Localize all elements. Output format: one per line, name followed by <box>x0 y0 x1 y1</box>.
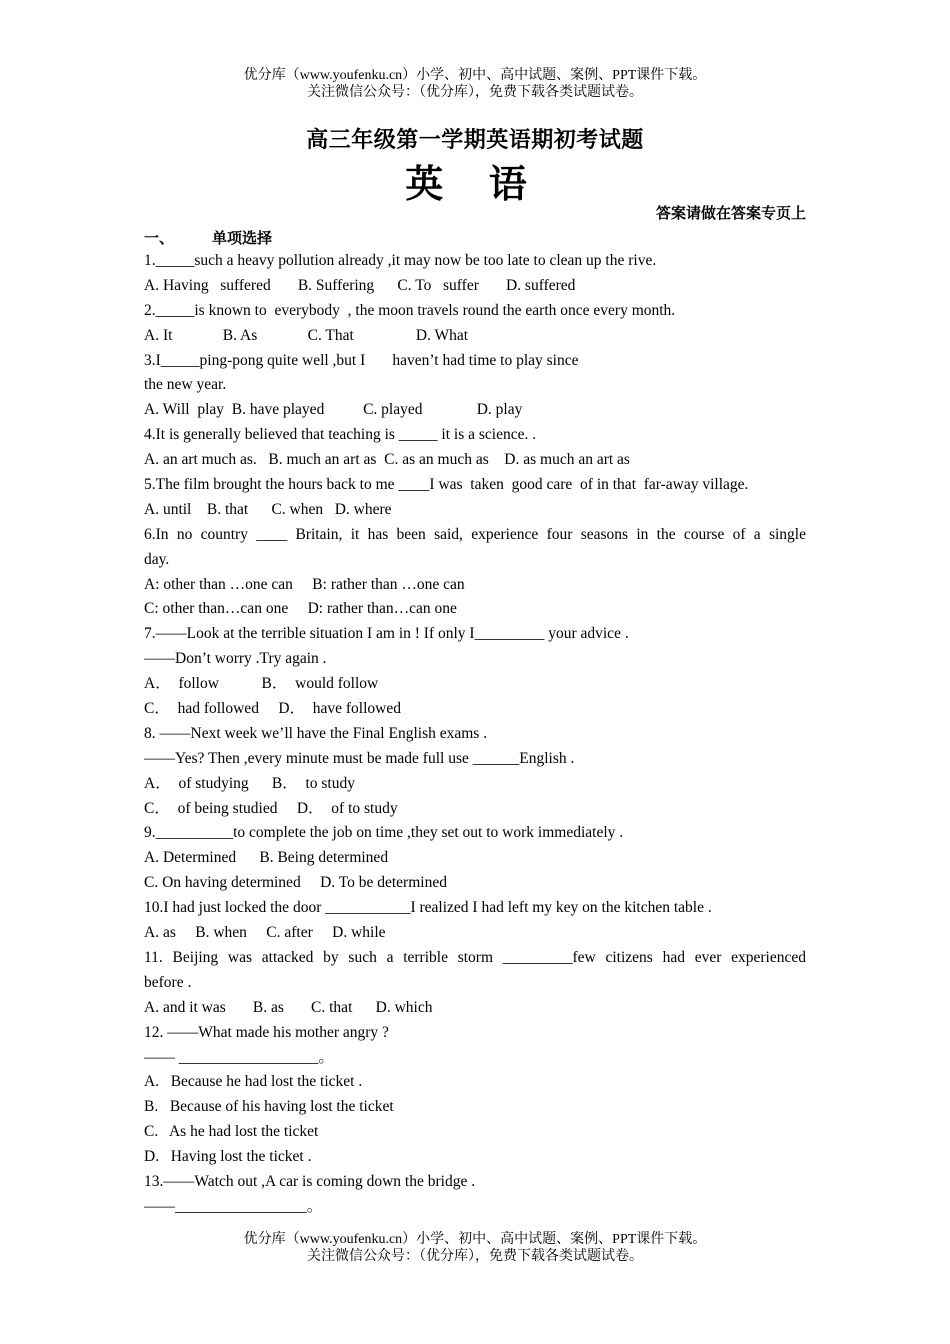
text-line: 11. Beijing was attacked by such a terrible storm _________few citizens had ever experienced <box>144 948 806 966</box>
option-line: B. Because of his having lost the ticket <box>144 1098 394 1116</box>
option-line: A: other than …one can B: rather than …one can <box>144 575 465 593</box>
footer-line-2: 关注微信公众号：（优分库），免费下载各类试题试卷。 <box>307 1249 643 1264</box>
section-heading <box>144 227 272 248</box>
subject-title: 英 语 <box>405 164 545 206</box>
page-header <box>0 67 950 101</box>
text-line: 7.——Look at the terrible situation I am in ! If only I_________ your advice . <box>144 625 629 643</box>
text-line: 1._____such a heavy pollution already ,it may now be too late to clean up the rive. <box>144 252 657 269</box>
option-line: A． follow B． would follow <box>144 675 379 693</box>
header-line-2: 关注微信公众号：（优分库），免费下载各类试题试卷。 <box>307 85 643 100</box>
text-line: 2._____is known to everybody , the moon travels round the earth once every month. <box>144 301 676 319</box>
text-line: before . <box>144 973 192 991</box>
option-line: A. until B. that C. when D. where <box>144 500 392 518</box>
option-line: D. Having lost the ticket . <box>144 1148 312 1166</box>
option-line: A. as B. when C. after D. while <box>144 924 386 942</box>
page-footer <box>0 1231 950 1265</box>
option-line: A. Will play B. have played C. played D. play <box>144 401 523 419</box>
option-line: C. On having determined D. To be determined <box>144 874 447 892</box>
question-list <box>144 249 806 1220</box>
text-line: 3.I_____ping-pong quite well ,but I haven’t had time to play since <box>144 351 579 369</box>
exam-title: 高三年级第一学期英语期初考试题 <box>306 127 644 152</box>
text-line: 8. ——Next week we’ll have the Final English exams . <box>144 724 488 742</box>
text-line: ——_________________。 <box>144 1197 323 1215</box>
option-line: C． of being studied D． of to study <box>144 799 398 817</box>
header-line-1: 优分库（www.youfenku.cn）小学、初中、高中试题、案例、PPT课件下载。 <box>243 68 707 83</box>
answer-note: 答案请做在答案专页上 <box>655 206 806 222</box>
text-line: 9.__________to complete the job on time ,they set out to work immediately . <box>144 824 624 842</box>
option-line: A. Determined B. Being determined <box>144 849 389 867</box>
option-line: C． had followed D． have followed <box>144 700 401 718</box>
option-line: A. an art much as. B. much an art as C. as an much as D. as much an art as <box>144 451 630 469</box>
option-line: C: other than…can one D: rather than…can one <box>144 600 457 618</box>
text-line: 13.——Watch out ,A car is coming down the bridge . <box>144 1172 476 1190</box>
option-line: A. Because he had lost the ticket . <box>144 1073 363 1091</box>
text-line: ——Don’t worry .Try again . <box>144 650 327 668</box>
option-line: A． of studying B． to study <box>144 774 355 792</box>
option-line: A. and it was B. as C. that D. which <box>144 998 433 1016</box>
text-line: 5.The film brought the hours back to me ____I was taken good care of in that far-away village. <box>144 476 749 494</box>
footer-line-1: 优分库（www.youfenku.cn）小学、初中、高中试题、案例、PPT课件下载。 <box>243 1232 707 1247</box>
text-line: ——Yes? Then ,every minute must be made full use ______English . <box>144 749 575 767</box>
option-line: C. As he had lost the ticket <box>144 1123 319 1141</box>
text-line: day. <box>144 550 170 568</box>
section-number: 一、 <box>144 231 175 247</box>
option-line: A. Having suffered B. Suffering C. To suffer D. suffered <box>144 276 576 294</box>
text-line: 6.In no country ____ Britain, it has been said, experience four seasons in the course of a single <box>144 525 806 543</box>
text-line: 4.It is generally believed that teaching is _____ it is a science. . <box>144 426 537 444</box>
text-line: 12. ——What made his mother angry ? <box>144 1023 389 1041</box>
text-line: —— __________________。 <box>144 1048 334 1066</box>
option-line: A. It B. As C. That D. What <box>144 326 469 344</box>
text-line: 10.I had just locked the door ___________I realized I had left my key on the kitchen table . <box>144 899 712 917</box>
section-name: 单项选择 <box>212 231 273 247</box>
text-line: the new year. <box>144 376 227 394</box>
